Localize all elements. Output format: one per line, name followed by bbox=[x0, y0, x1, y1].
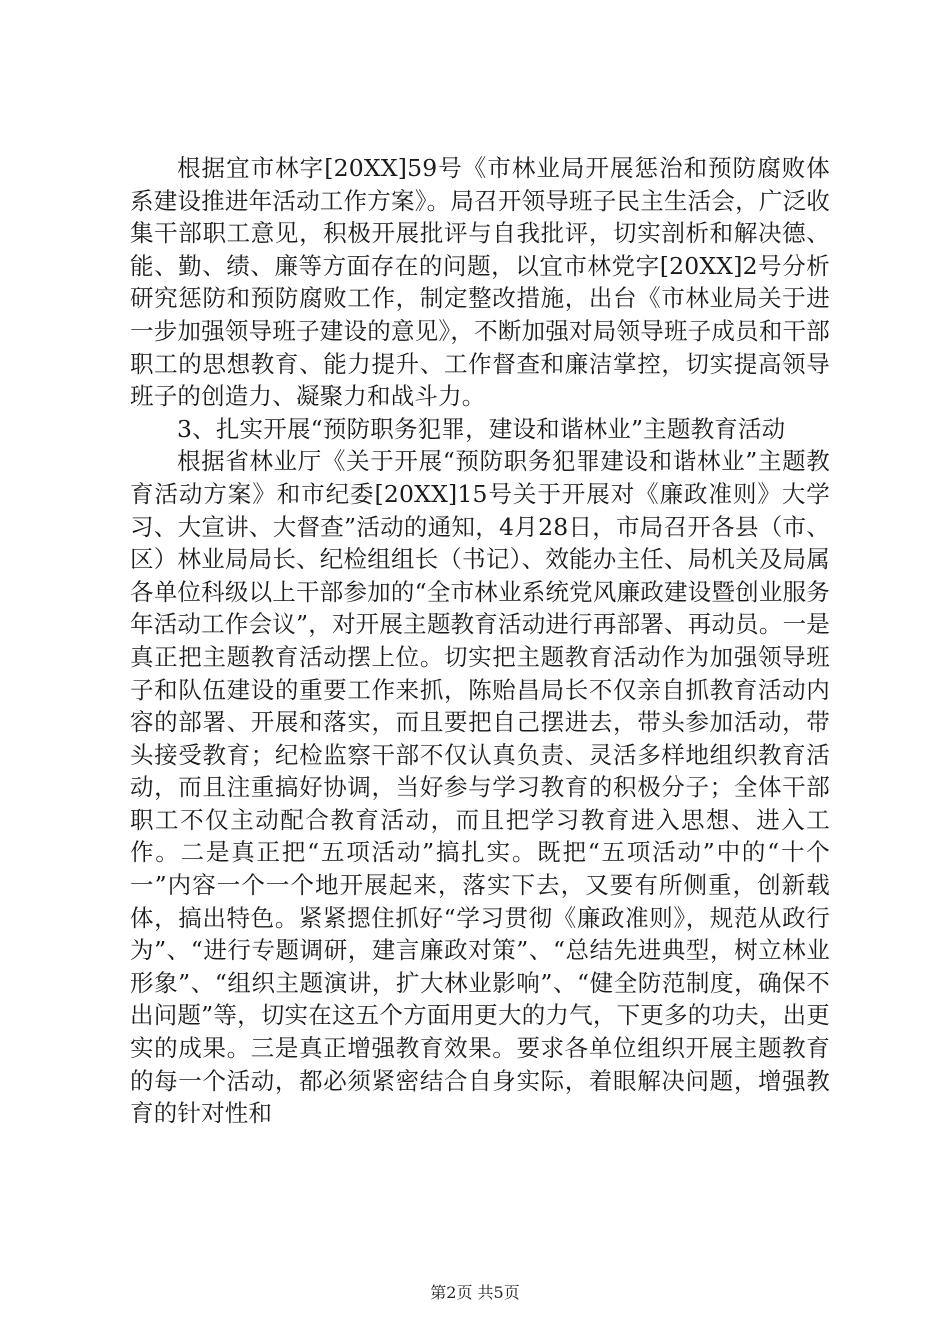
document-body bbox=[130, 152, 830, 1130]
body-paragraph: 根据宜市林字[20XX]59号《市林业局开展惩治和预防腐败体系建设推进年活动工作方案》。局召开领导班子民主生活会，广泛收集干部职工意见，积极开展批评与自我批评，切实剖析和解决德、能、勤、绩、廉等方面存在的问题，以宜市林党字[20XX]2号分析研究惩防和预防腐败工作，制定整改措施，出台《市林业局关于进一步加强领导班子建设的意见》，不断加强对局领导班子成员和干部职工的思想教育、能力提升、工作督查和廉洁掌控，切实提高领导班子的创造力、凝聚力和战斗力。 bbox=[130, 154, 830, 411]
body-paragraph: 根据省林业厅《关于开展“预防职务犯罪建设和谐林业”主题教育活动方案》和市纪委[20XX]15号关于开展对《廉政准则》大学习、大宣讲、大督查”活动的通知，4月28日，市局召开各县（市、区）林业局局长、纪检组组长（书记）、效能办主任、局机关及局属各单位科级以上干部参加的“全市林业系统党风廉政建设暨创业服务年活动工作会议”，对开展主题教育活动进行再部署、再动员。一是真正把主题教育活动摆上位。切实把主题教育活动作为加强领导班子和队伍建设的重要工作来抓，陈贻昌局长不仅亲自抓教育活动内容的部署、开展和落实，而且要把自己摆进去，带头参加活动，带头接受教育；纪检监察干部不仅认真负责、灵活多样地组织教育活动，而且注重搞好协调，当好参与学习教育的积极分子；全体干部职工不仅主动配合教育活动，而且把学习教育进入思想、进入工作。二是真正把“五项活动”搞扎实。既把“五项活动”中的“十个一”内容一个一个地开展起来，落实下去，又要有所侧重，创新载体，搞出特色。紧紧摁住抓好“学习贯彻《廉政准则》，规范从政行为”、“进行专题调研，建言廉政对策”、“总结先进典型，树立林业形象”、“组织主题演讲，扩大林业影响”、“健全防范制度，确保不出问题”等，切实在这五个方面用更大的力气，下更多的功夫，出更实的成果。三是真正增强教育效果。要求各单位组织开展主题教育的每一个活动，都必须紧密结合自身实际，着眼解决问题，增强教育的针对性和 bbox=[130, 447, 830, 1128]
page-footer: 第2页 共5页 bbox=[430, 1283, 520, 1302]
section-heading: 3、扎实开展“预防职务犯罪，建设和谐林业”主题教育活动 bbox=[177, 414, 786, 443]
